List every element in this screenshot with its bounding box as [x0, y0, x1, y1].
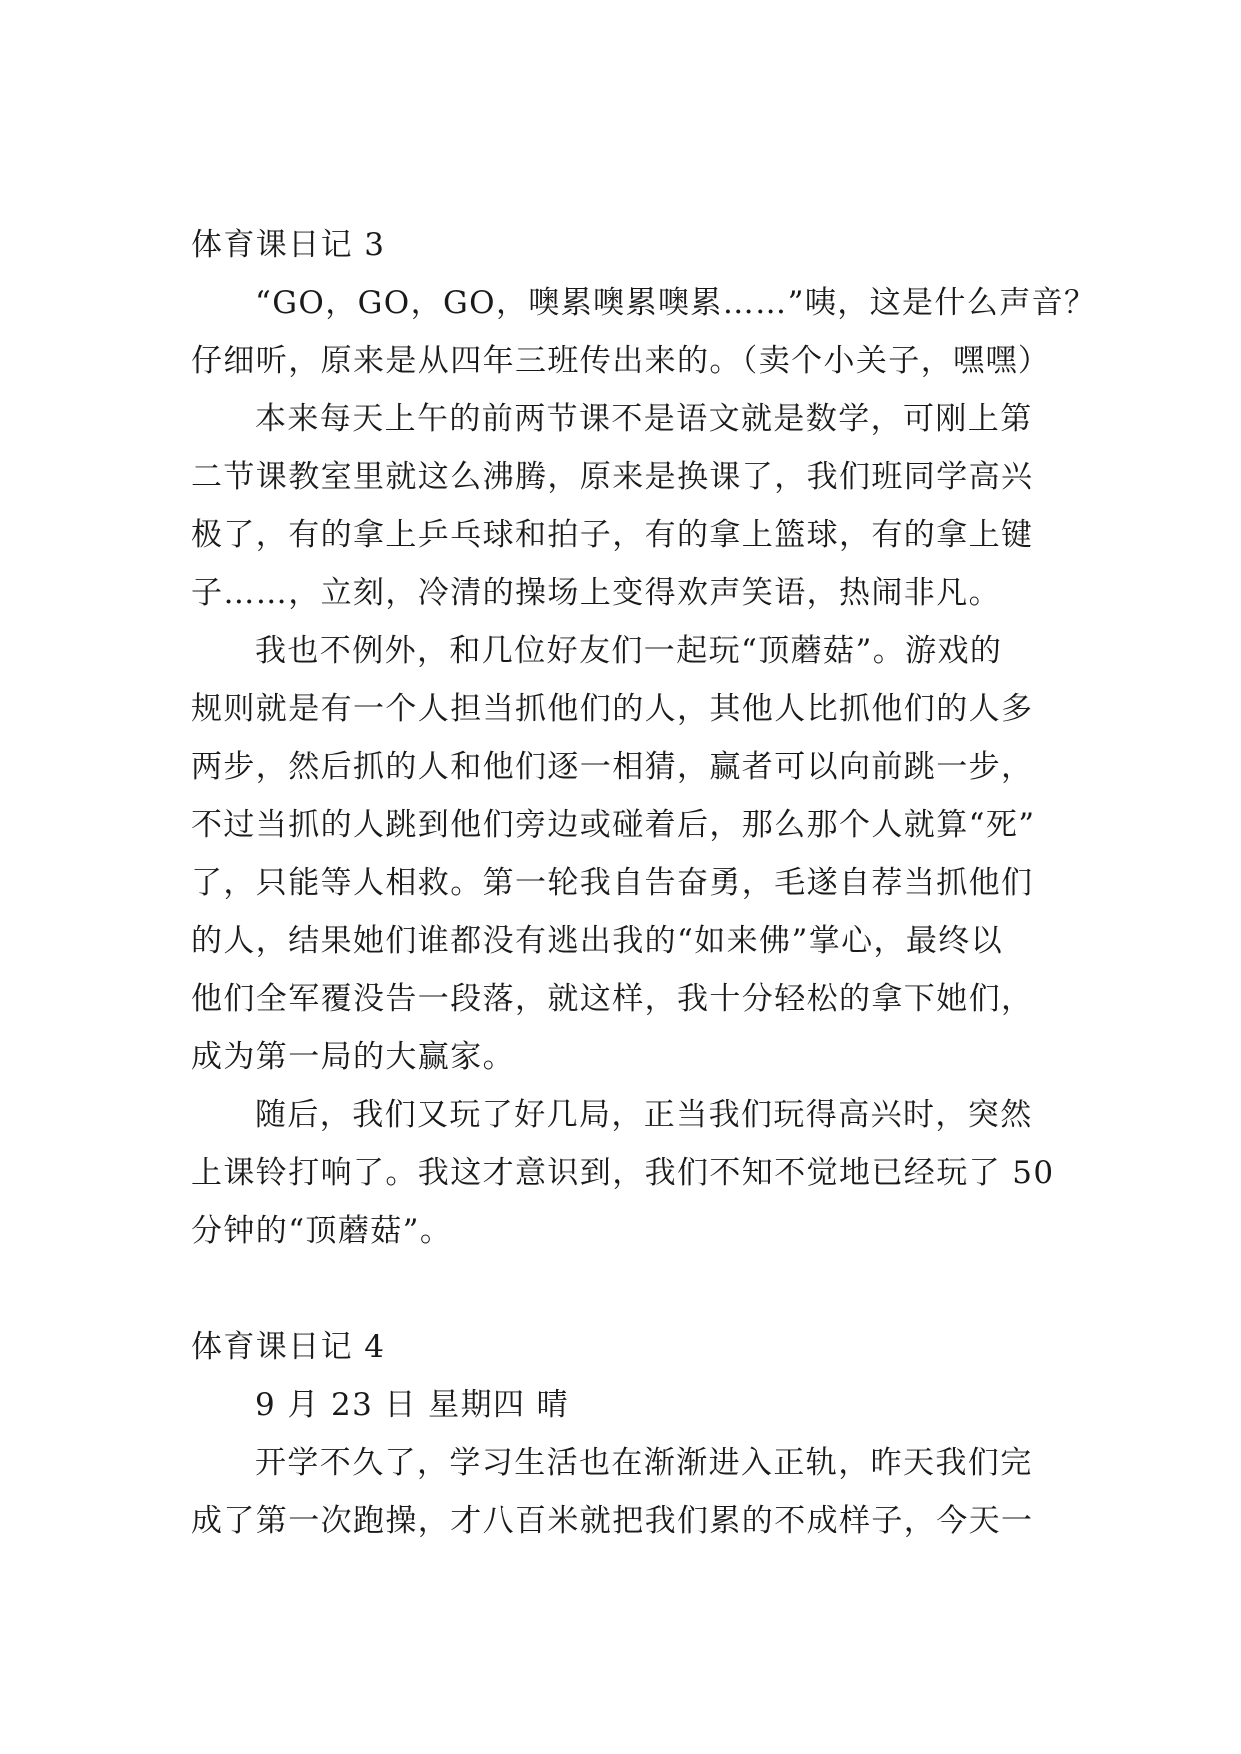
paragraph-line: 的人，结果她们谁都没有逃出我的“如来佛”掌心，最终以	[191, 923, 1004, 959]
paragraph-line: 他们全军覆没告一段落，就这样，我十分轻松的拿下她们，	[191, 981, 1034, 1017]
date-line: 9 月 23 日 星期四 晴	[255, 1387, 570, 1423]
paragraph-line: 分钟的“顶蘑菇”。	[191, 1213, 453, 1249]
paragraph-line: 两步，然后抓的人和他们逐一相猜，赢者可以向前跳一步，	[191, 749, 1034, 785]
paragraph-line: 上课铃打响了。我这才意识到，我们不知不觉地已经玩了 50	[191, 1155, 1055, 1191]
paragraph-line: 随后，我们又玩了好几局，正当我们玩得高兴时，突然	[255, 1097, 1033, 1133]
paragraph-line: 本来每天上午的前两节课不是语文就是数学，可刚上第	[255, 401, 1033, 437]
paragraph-line: “GO，GO，GO，噢累噢累噢累……”咦，这是什么声音？	[255, 285, 1097, 321]
section-heading: 体育课日记 3	[191, 227, 386, 263]
paragraph-line: 我也不例外，和几位好友们一起玩“顶蘑菇”。游戏的	[255, 633, 1003, 669]
paragraph-line: 极了，有的拿上乒乓球和拍子，有的拿上篮球，有的拿上键	[191, 517, 1034, 553]
paragraph-line: 二节课教室里就这么沸腾，原来是换课了，我们班同学高兴	[191, 459, 1034, 495]
section-heading: 体育课日记 4	[191, 1329, 386, 1365]
paragraph-line: 子……，立刻，冷清的操场上变得欢声笑语，热闹非凡。	[191, 575, 1001, 611]
paragraph-line: 开学不久了，学习生活也在渐渐进入正轨，昨天我们完	[255, 1445, 1033, 1481]
document-page	[191, 216, 1097, 1550]
paragraph-line: 不过当抓的人跳到他们旁边或碰着后，那么那个人就算“死”	[191, 807, 1036, 843]
paragraph-line: 仔细听，原来是从四年三班传出来的。（卖个小关子，嘿嘿）	[191, 343, 1051, 379]
paragraph-line: 规则就是有一个人担当抓他们的人，其他人比抓他们的人多	[191, 691, 1034, 727]
section-spacer	[191, 1260, 1051, 1318]
paragraph-line: 成了第一次跑操，才八百米就把我们累的不成样子，今天一	[191, 1503, 1034, 1539]
paragraph-line: 了，只能等人相救。第一轮我自告奋勇，毛遂自荐当抓他们	[191, 865, 1034, 901]
paragraph-line: 成为第一局的大赢家。	[191, 1039, 515, 1075]
